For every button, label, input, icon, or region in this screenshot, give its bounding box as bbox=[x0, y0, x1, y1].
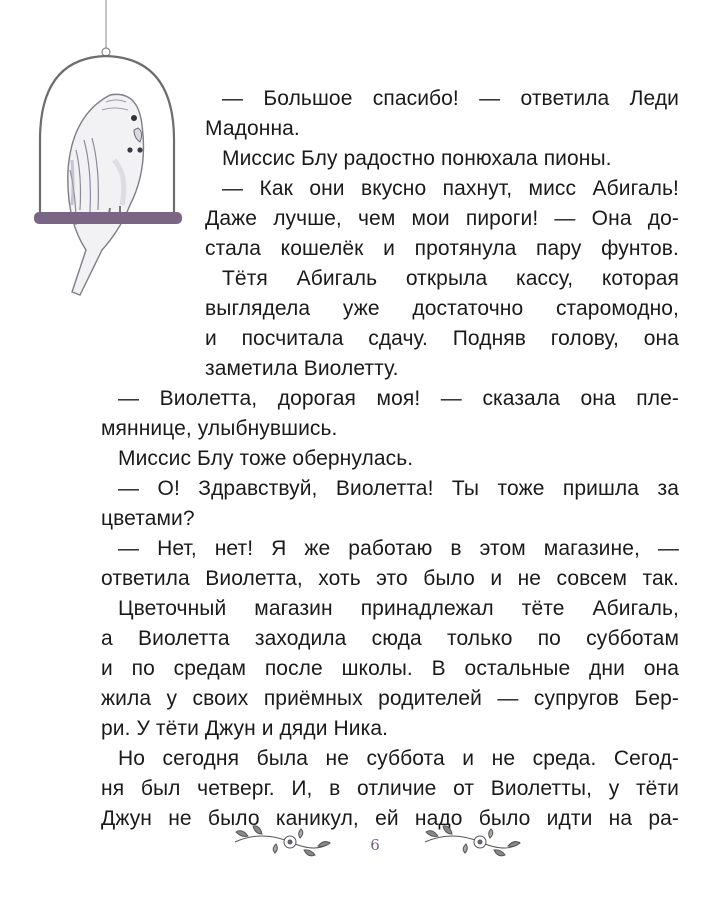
text-line: стала кошелёк и протянула пару фунтов. bbox=[205, 237, 679, 260]
text-line: — Нет, нет! Я же работаю в этом магазине, — bbox=[118, 537, 679, 560]
text-line: Тётя Абигаль открыла кассу, которая bbox=[222, 267, 679, 290]
text-line: Джун не было каникул, ей надо было идти на ра- bbox=[101, 807, 679, 830]
text-line: ня был четверг. И, в отличие от Виолетты, у тёти bbox=[101, 777, 679, 800]
text-line: Но сегодня была не суббота и не среда. Сегод- bbox=[118, 747, 679, 770]
text-line: а Виолетта заходила сюда только по субботам bbox=[101, 627, 679, 650]
page-number: 6 bbox=[370, 836, 380, 854]
text-line: жила у своих приёмных родителей — супругов Бер- bbox=[101, 687, 679, 710]
text-line: Миссис Блу тоже обернулась. bbox=[118, 447, 414, 470]
text-line: мяннице, улыбнувшись. bbox=[101, 417, 338, 440]
text-line: и по средам после школы. В остальные дни она bbox=[101, 657, 679, 680]
floral-ornament-left-icon bbox=[235, 826, 330, 856]
text-line: — О! Здравствуй, Виолетта! Ты тоже пришла за bbox=[118, 477, 679, 500]
text-line: ри. У тёти Джун и дяди Ника. bbox=[101, 717, 389, 740]
text-line: ответила Виолетта, хоть это было и не совсем так. bbox=[101, 567, 679, 590]
text-line: выглядела уже достаточно старомодно, bbox=[205, 297, 679, 320]
budgie-icon bbox=[68, 94, 144, 295]
text-line: Цветочный магазин принадлежал тёте Абигаль, bbox=[118, 597, 679, 620]
text-line: — Большое спасибо! — ответила Леди bbox=[222, 87, 679, 110]
text-line: Миссис Блу радостно понюхала пионы. bbox=[222, 147, 612, 170]
text-line: и посчитала сдачу. Подняв голову, она bbox=[205, 327, 679, 350]
swing-perch bbox=[34, 212, 182, 224]
text-line: — Виолетта, дорогая моя! — сказала она пле- bbox=[118, 387, 679, 410]
text-line: — Как они вкусно пахнут, мисс Абигаль! bbox=[222, 177, 679, 200]
swing-ring bbox=[102, 48, 110, 56]
text-line: заметила Виолетту. bbox=[205, 357, 399, 380]
text-line: Мадонна. bbox=[205, 117, 300, 140]
text-line: цветами? bbox=[101, 507, 195, 530]
budgie-illustration bbox=[10, 0, 210, 310]
text-line: Даже лучше, чем мои пироги! — Она до- bbox=[205, 207, 679, 230]
floral-ornament-right-icon bbox=[425, 826, 520, 856]
